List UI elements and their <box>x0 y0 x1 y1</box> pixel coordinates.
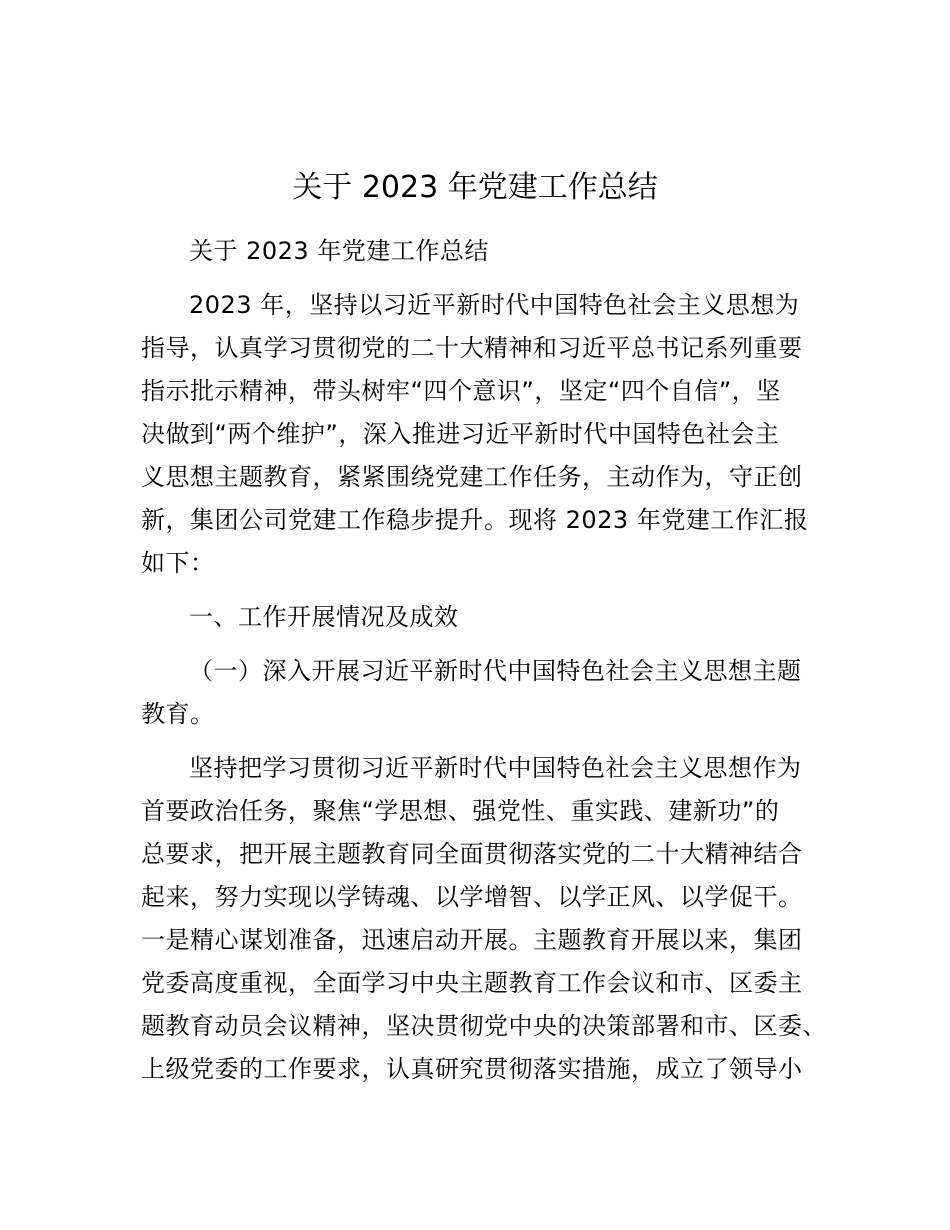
text-line: 上级党委的工作要求，认真研究贯彻落实措施，成立了领导小 <box>141 1055 803 1083</box>
text-line: 指示批示精神，带头树牢“四个意识”，坚定“四个自信”，坚 <box>141 377 781 405</box>
text-line: 一是精心谋划准备，迅速启动开展。主题教育开展以来，集团 <box>141 926 803 954</box>
subtitle-paragraph <box>141 230 821 273</box>
document-body <box>141 230 827 1102</box>
subsection-heading <box>141 650 821 736</box>
text-line: 决做到“两个维护”，深入推进习近平新时代中国特色社会主 <box>141 420 780 448</box>
text-line: 2023 年，坚持以习近平新时代中国特色社会主义思想为 <box>189 291 800 319</box>
text-line: 总要求，把开展主题教育同全面贯彻落实党的二十大精神结合 <box>141 840 803 868</box>
body-paragraph <box>141 747 827 1091</box>
text-line: 指导，认真学习贯彻党的二十大精神和习近平总书记系列重要 <box>141 334 803 362</box>
text-line: 义思想主题教育，紧紧围绕党建工作任务，主动作为，守正创 <box>141 463 803 491</box>
text-line: （一）深入开展习近平新时代中国特色社会主义思想主题 <box>189 657 802 685</box>
text-line: 题教育动员会议精神，坚决贯彻党中央的决策部署和市、区委、 <box>141 1012 827 1040</box>
section-heading <box>141 596 821 639</box>
intro-paragraph <box>141 284 821 585</box>
text-line: 坚持把学习贯彻习近平新时代中国特色社会主义思想作为 <box>189 754 802 782</box>
text-line: 党委高度重视，全面学习中央主题教育工作会议和市、区委主 <box>141 969 803 997</box>
text-line: 教育。 <box>141 700 215 728</box>
text-line: 新，集团公司党建工作稳步提升。现将 2023 年党建工作汇报 <box>141 506 809 534</box>
subtitle-line: 关于 2023 年党建工作总结 <box>189 237 489 265</box>
text-line: 起来，努力实现以学铸魂、以学增智、以学正风、以学促干。 <box>141 883 803 911</box>
document-title: 关于 2023 年党建工作总结 <box>292 170 658 205</box>
text-line: 如下： <box>141 549 215 577</box>
text-line: 首要政治任务，聚焦“学思想、强党性、重实践、建新功”的 <box>141 797 780 825</box>
section-heading-line: 一、工作开展情况及成效 <box>189 603 459 631</box>
